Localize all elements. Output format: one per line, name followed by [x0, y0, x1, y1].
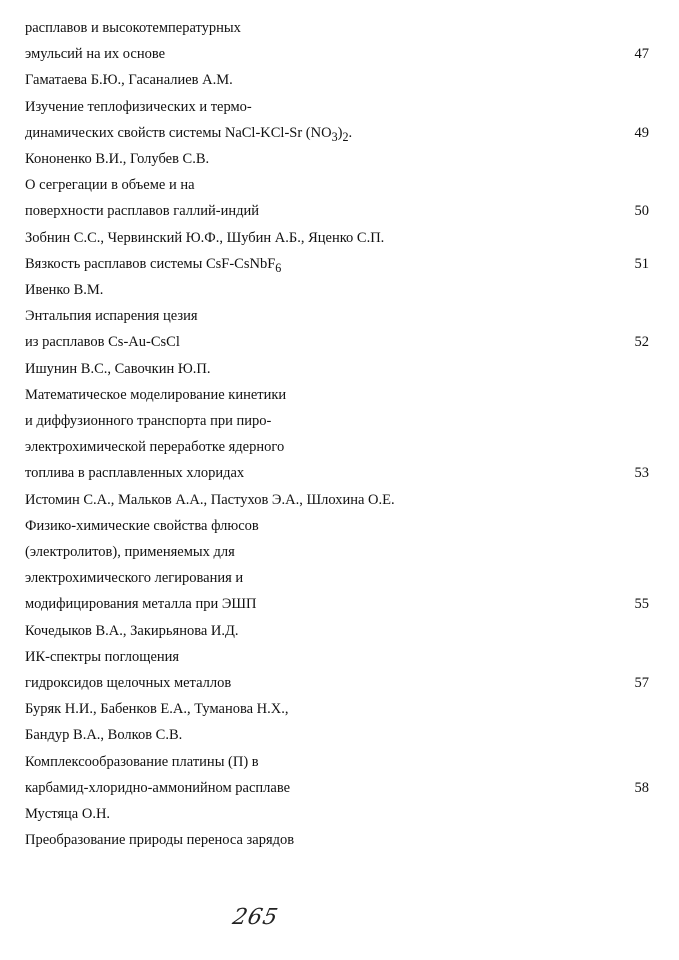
toc-line: Зобнин С.С., Червинский Ю.Ф., Шубин А.Б., Яценко С.П. [25, 229, 385, 246]
toc-line: Вязкость расплавов системы CsF-CsNbF$_6$ [25, 255, 282, 275]
toc-page-number: 55 [634, 596, 649, 613]
toc-line: электрохимической переработке ядерного [25, 439, 285, 456]
toc-line: топлива в расплавленных хлоридах [25, 465, 245, 482]
toc-line: Физико-химические свойства флюсов [25, 517, 259, 534]
toc-line: и диффузионного транспорта при пиро- [25, 413, 272, 429]
toc-line: Энтальпия испарения цезия [25, 308, 198, 325]
toc-line: Ивенко В.М. [25, 282, 104, 298]
toc-line: из расплавов Cs-Au-CsCl [25, 334, 180, 351]
toc-line: Изучение теплофизических и термо- [25, 98, 252, 115]
toc-line: гидроксидов щелочных металлов [25, 675, 232, 691]
toc-line: Бандур В.А., Волков С.В. [25, 727, 183, 744]
toc-line: Комплексообразование платины (П) в [25, 753, 259, 770]
toc-line: Мустяца О.Н. [25, 806, 111, 822]
toc-line: Ишунин В.С., Савочкин Ю.П. [25, 360, 211, 377]
toc-page-number: 49 [634, 124, 649, 141]
toc-line: Кононенко В.И., Голубев С.В. [25, 151, 210, 167]
toc-page-number: 47 [634, 46, 649, 63]
toc-line: Математическое моделирование кинетики [25, 386, 287, 403]
toc-line: Преобразование природы переноса зарядов [25, 832, 295, 849]
toc-line: Гаматаева Б.Ю., Гасаналиев А.М. [25, 72, 233, 89]
toc-line: Кочедыков В.А., Закирьянова И.Д. [25, 622, 239, 639]
toc-line: карбамид-хлоридно-аммонийном расплаве [25, 779, 291, 796]
toc-page-number: 58 [634, 779, 649, 796]
toc-line: (электролитов), применяемых для [25, 544, 235, 560]
toc-line: поверхности расплавов галлий-индий [25, 203, 260, 220]
toc-line: Буряк Н.И., Бабенков Е.А., Туманова Н.Х., [25, 701, 289, 718]
toc-page-number: 57 [634, 675, 649, 691]
toc-line: Истомин С.А., Мальков А.А., Пастухов Э.А., Шлохина О.Е. [25, 491, 395, 508]
toc-line: модифицирования металла при ЭШП [25, 596, 257, 613]
toc-page-number: 51 [634, 255, 649, 272]
handwritten-page-number: 265 [230, 905, 281, 930]
toc-page-number: 53 [634, 465, 649, 482]
toc-line: расплавов и высокотемпературных [25, 20, 241, 36]
toc-line: О сегрегации в объеме и на [25, 177, 195, 194]
toc-line: электрохимического легирования и [25, 570, 244, 587]
toc-line: динамических свойств системы NaCl-KCl-Sr $(NO_3)_2$. [25, 124, 353, 144]
toc-line: ИК-спектры поглощения [25, 648, 180, 665]
toc-page-number: 50 [634, 203, 649, 220]
toc-page-number: 52 [634, 334, 649, 351]
toc-line: эмульсий на их основе [25, 46, 166, 63]
